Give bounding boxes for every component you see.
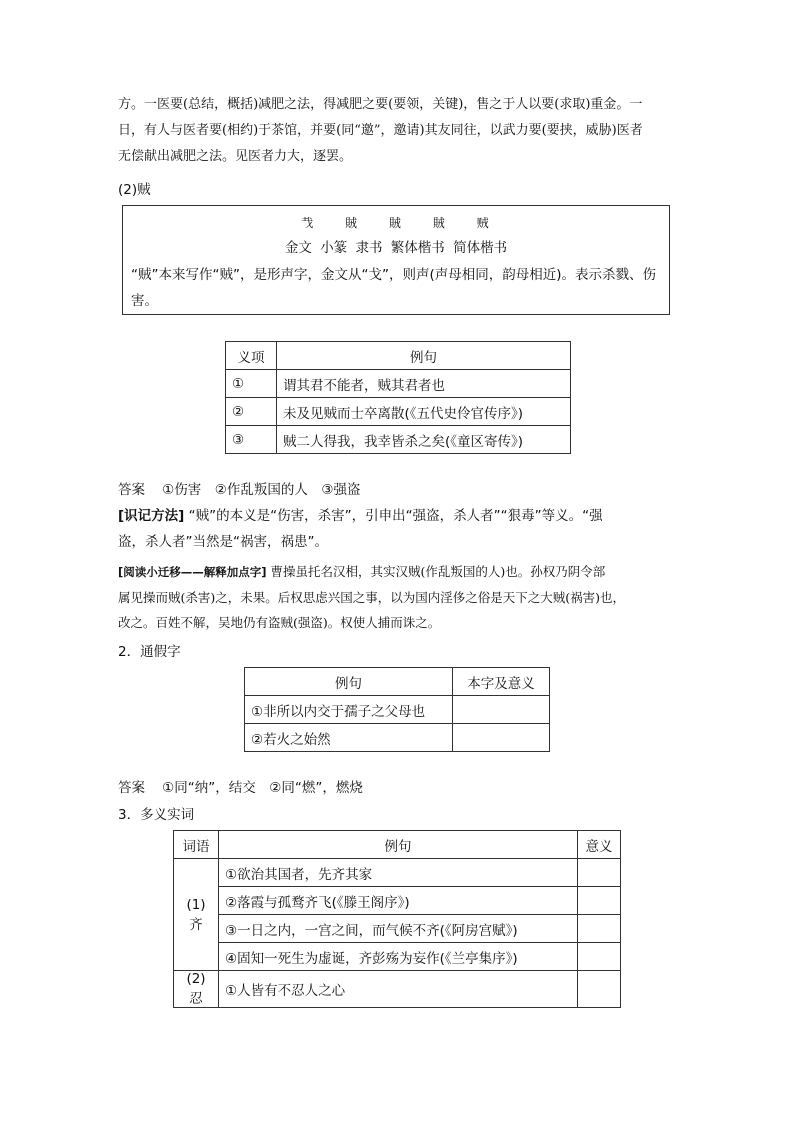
- character-evolution-box: [122, 205, 670, 315]
- simplified-regular-glyph: 贼: [476, 216, 491, 230]
- row-example: ①人皆有不忍人之心: [219, 971, 578, 1008]
- row-meaning-cell: [578, 971, 621, 1008]
- word-cell-qi: (1)齐: [174, 859, 219, 971]
- header-original-char: 本字及意义: [453, 668, 550, 696]
- row-meaning-cell: [578, 859, 621, 887]
- row-example: ④固知一死生为虚诞，齐彭殇为妄作(《兰亭集序》): [219, 943, 578, 971]
- character-explanation: “贼”本来写作“贼”，是形声字，金文从“戈”，则声(声母相同，韵母相近)。表示杀戮、伤害。: [131, 267, 656, 309]
- answer-label: 答案: [118, 780, 145, 796]
- intro-line-1: 方。一医要(总结，概括)减肥之法，得减肥之要(要领，关键)，售之于人以要(求取)重金。一: [118, 97, 643, 112]
- intro-paragraph: [118, 92, 680, 170]
- table-row: [226, 426, 571, 454]
- reading-line-1: 曹操虽托名汉相，其实汉贼(作乱叛国的人)也。孙权乃阴令部: [270, 564, 606, 579]
- table-row: [245, 696, 550, 724]
- row-example: ①非所以内交于孺子之父母也: [245, 696, 453, 724]
- section-3-title: 3．多义实词: [118, 807, 195, 823]
- table-row: [226, 370, 571, 398]
- script-name: 繁体楷书: [390, 240, 445, 256]
- word-cell-ren: (2)忍: [174, 971, 219, 1008]
- table-row: [174, 915, 621, 943]
- answer-block-2: [118, 776, 363, 796]
- zei-meaning-table: [225, 341, 571, 454]
- reading-transfer: [118, 559, 684, 635]
- traditional-regular-glyph: 賊: [432, 216, 447, 230]
- row-index: ②: [226, 398, 277, 426]
- answer-label: 答案: [118, 482, 145, 498]
- script-name: 金文: [284, 240, 312, 256]
- seal-script-glyph: 賊: [345, 216, 360, 230]
- row-example: ②若火之始然: [245, 724, 453, 752]
- row-index: ①: [226, 370, 277, 398]
- reading-label: [阅读小迁移——解释加点字]: [118, 565, 267, 579]
- table-row: [174, 943, 621, 971]
- table-header-row: [226, 342, 571, 370]
- tongjia-table: [244, 667, 550, 752]
- row-example: ①欲治其国者，先齐其家: [219, 859, 578, 887]
- row-example: 未及见贼而士卒离散(《五代史伶官传序》): [277, 398, 571, 426]
- section-2-title: 2．通假字: [118, 644, 181, 660]
- table-row: [174, 859, 621, 887]
- intro-line-3: 无偿献出减肥之法。见医者力大，逐罢。: [118, 149, 353, 164]
- ancient-glyph-row: [123, 214, 669, 231]
- reading-line-2: 属见操而贼(杀害)之，未果。后权思虑兴国之事，以为国内淫侈之俗是天下之大贼(祸害)也，: [118, 590, 626, 605]
- table-row: [245, 724, 550, 752]
- method-label: [识记方法]: [118, 508, 185, 524]
- header-example: 例句: [277, 342, 571, 370]
- row-meaning-cell: [578, 915, 621, 943]
- script-name: 隶书: [355, 240, 383, 256]
- row-example: ②落霞与孤鹜齐飞(《滕王阁序》): [219, 887, 578, 915]
- table-row: [174, 971, 621, 1008]
- script-name-row: [123, 236, 669, 256]
- header-meaning: 意义: [578, 831, 621, 859]
- method-line-2: 盗，杀人者”当然是“祸害，祸患”。: [118, 534, 328, 550]
- row-meaning-cell: [578, 887, 621, 915]
- row-index: ③: [226, 426, 277, 454]
- answer-block-1: [118, 478, 360, 498]
- table-header-row: [245, 668, 550, 696]
- table-header-row: [174, 831, 621, 859]
- memory-method: [118, 503, 684, 555]
- header-meaning-item: 义项: [226, 342, 277, 370]
- row-meaning-cell: [578, 943, 621, 971]
- method-line-1: “贼”的本义是“伤害，杀害”，引申出“强盗，杀人者”“狠毒”等义。“强: [188, 508, 603, 524]
- zei-heading: (2)贼: [118, 182, 151, 198]
- polysemy-table: [173, 830, 621, 1008]
- header-example: 例句: [245, 668, 453, 696]
- row-example: 贼二人得我，我幸皆杀之矣(《童区寄传》): [277, 426, 571, 454]
- answer-text: ①伤害 ②作乱叛国的人 ③强盗: [162, 482, 361, 498]
- bronze-script-glyph: 𢦏: [301, 216, 316, 230]
- intro-line-2: 日，有人与医者要(相约)于茶馆，并要(同“邀”，邀请)其友同往，以武力要(要挟，威胁)医者: [118, 123, 643, 138]
- header-example: 例句: [219, 831, 578, 859]
- reading-line-3: 改之。百姓不解，吴地仍有盗贼(强盗)。权使人捕而诛之。: [118, 615, 441, 630]
- row-example: ③一日之内，一宫之间，而气候不齐(《阿房宫赋》): [219, 915, 578, 943]
- table-row: [174, 887, 621, 915]
- clerical-script-glyph: 賊: [388, 216, 403, 230]
- script-name: 简体楷书: [453, 240, 508, 256]
- table-row: [226, 398, 571, 426]
- row-answer-cell: [453, 724, 550, 752]
- header-word: 词语: [174, 831, 219, 859]
- row-example: 谓其君不能者，贼其君者也: [277, 370, 571, 398]
- row-answer-cell: [453, 696, 550, 724]
- script-name: 小篆: [320, 240, 348, 256]
- answer-text: ①同“纳”，结交 ②同“燃”，燃烧: [162, 780, 363, 796]
